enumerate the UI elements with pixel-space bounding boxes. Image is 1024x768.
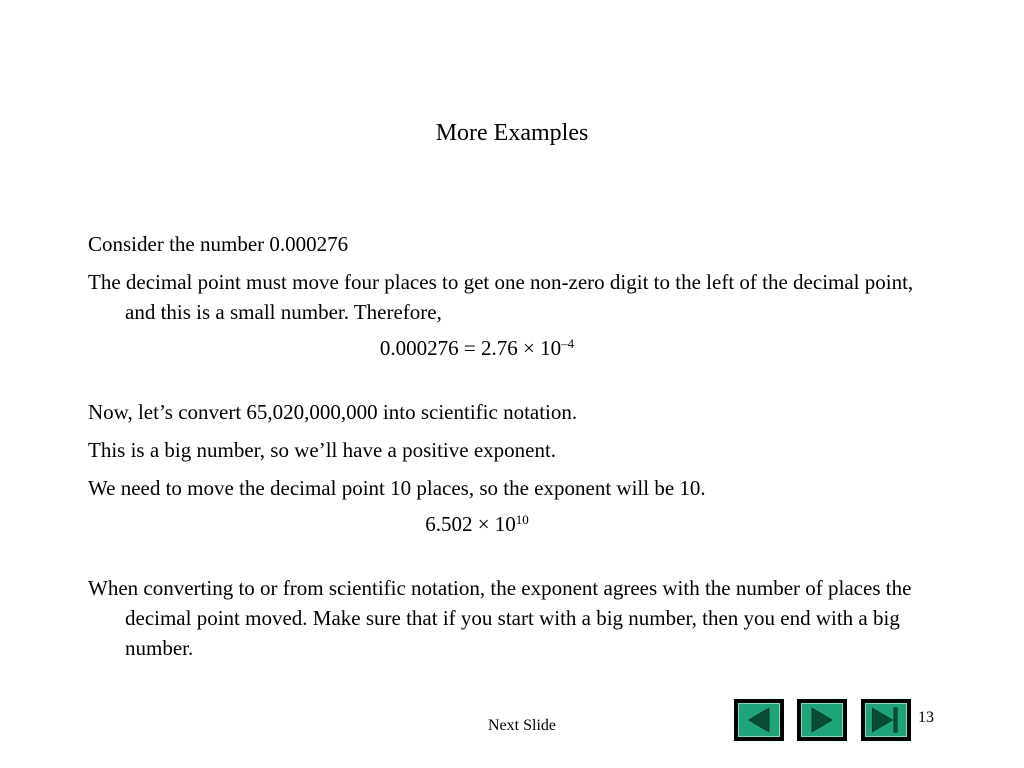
next-slide-button[interactable]: [797, 699, 847, 741]
slide-title: More Examples: [435, 120, 589, 146]
paragraph-move-ten: We need to move the decimal point 10 places, so the exponent will be 10.: [88, 476, 706, 500]
previous-slide-button[interactable]: [734, 699, 784, 741]
equation-small-base: 0.000276 = 2.76 × 10: [379, 336, 562, 360]
paragraph-conclusion: When converting to or from scientific notation, the exponent agrees with the number of places the decimal point moved. Make sure that if you start with a big number, then you end with a big number.: [88, 576, 912, 660]
paragraph-convert: Now, let’s convert 65,020,000,000 into scientific notation.: [88, 400, 578, 424]
equation-big-base: 6.502 × 10: [425, 512, 516, 536]
equation-small-number: [52, 333, 902, 363]
equation-small-exponent: –4: [561, 336, 575, 351]
page-number: 13: [918, 709, 934, 726]
last-slide-button[interactable]: [861, 699, 911, 741]
paragraph-consider: Consider the number 0.000276: [88, 232, 349, 256]
equation-big-number: [52, 509, 902, 539]
triangle-right-icon: [799, 701, 845, 739]
skip-to-end-icon: [863, 701, 909, 739]
paragraph-big-number: This is a big number, so we’ll have a positive exponent.: [88, 438, 557, 462]
slide-body: [88, 229, 938, 663]
paragraph-decimal-move: The decimal point must move four places to get one non-zero digit to the left of the decimal point, and this is a small number. Therefore,: [88, 270, 914, 324]
equation-big-exponent: 10: [515, 512, 529, 527]
triangle-left-icon: [736, 701, 782, 739]
next-slide-link[interactable]: Next Slide: [488, 717, 556, 734]
